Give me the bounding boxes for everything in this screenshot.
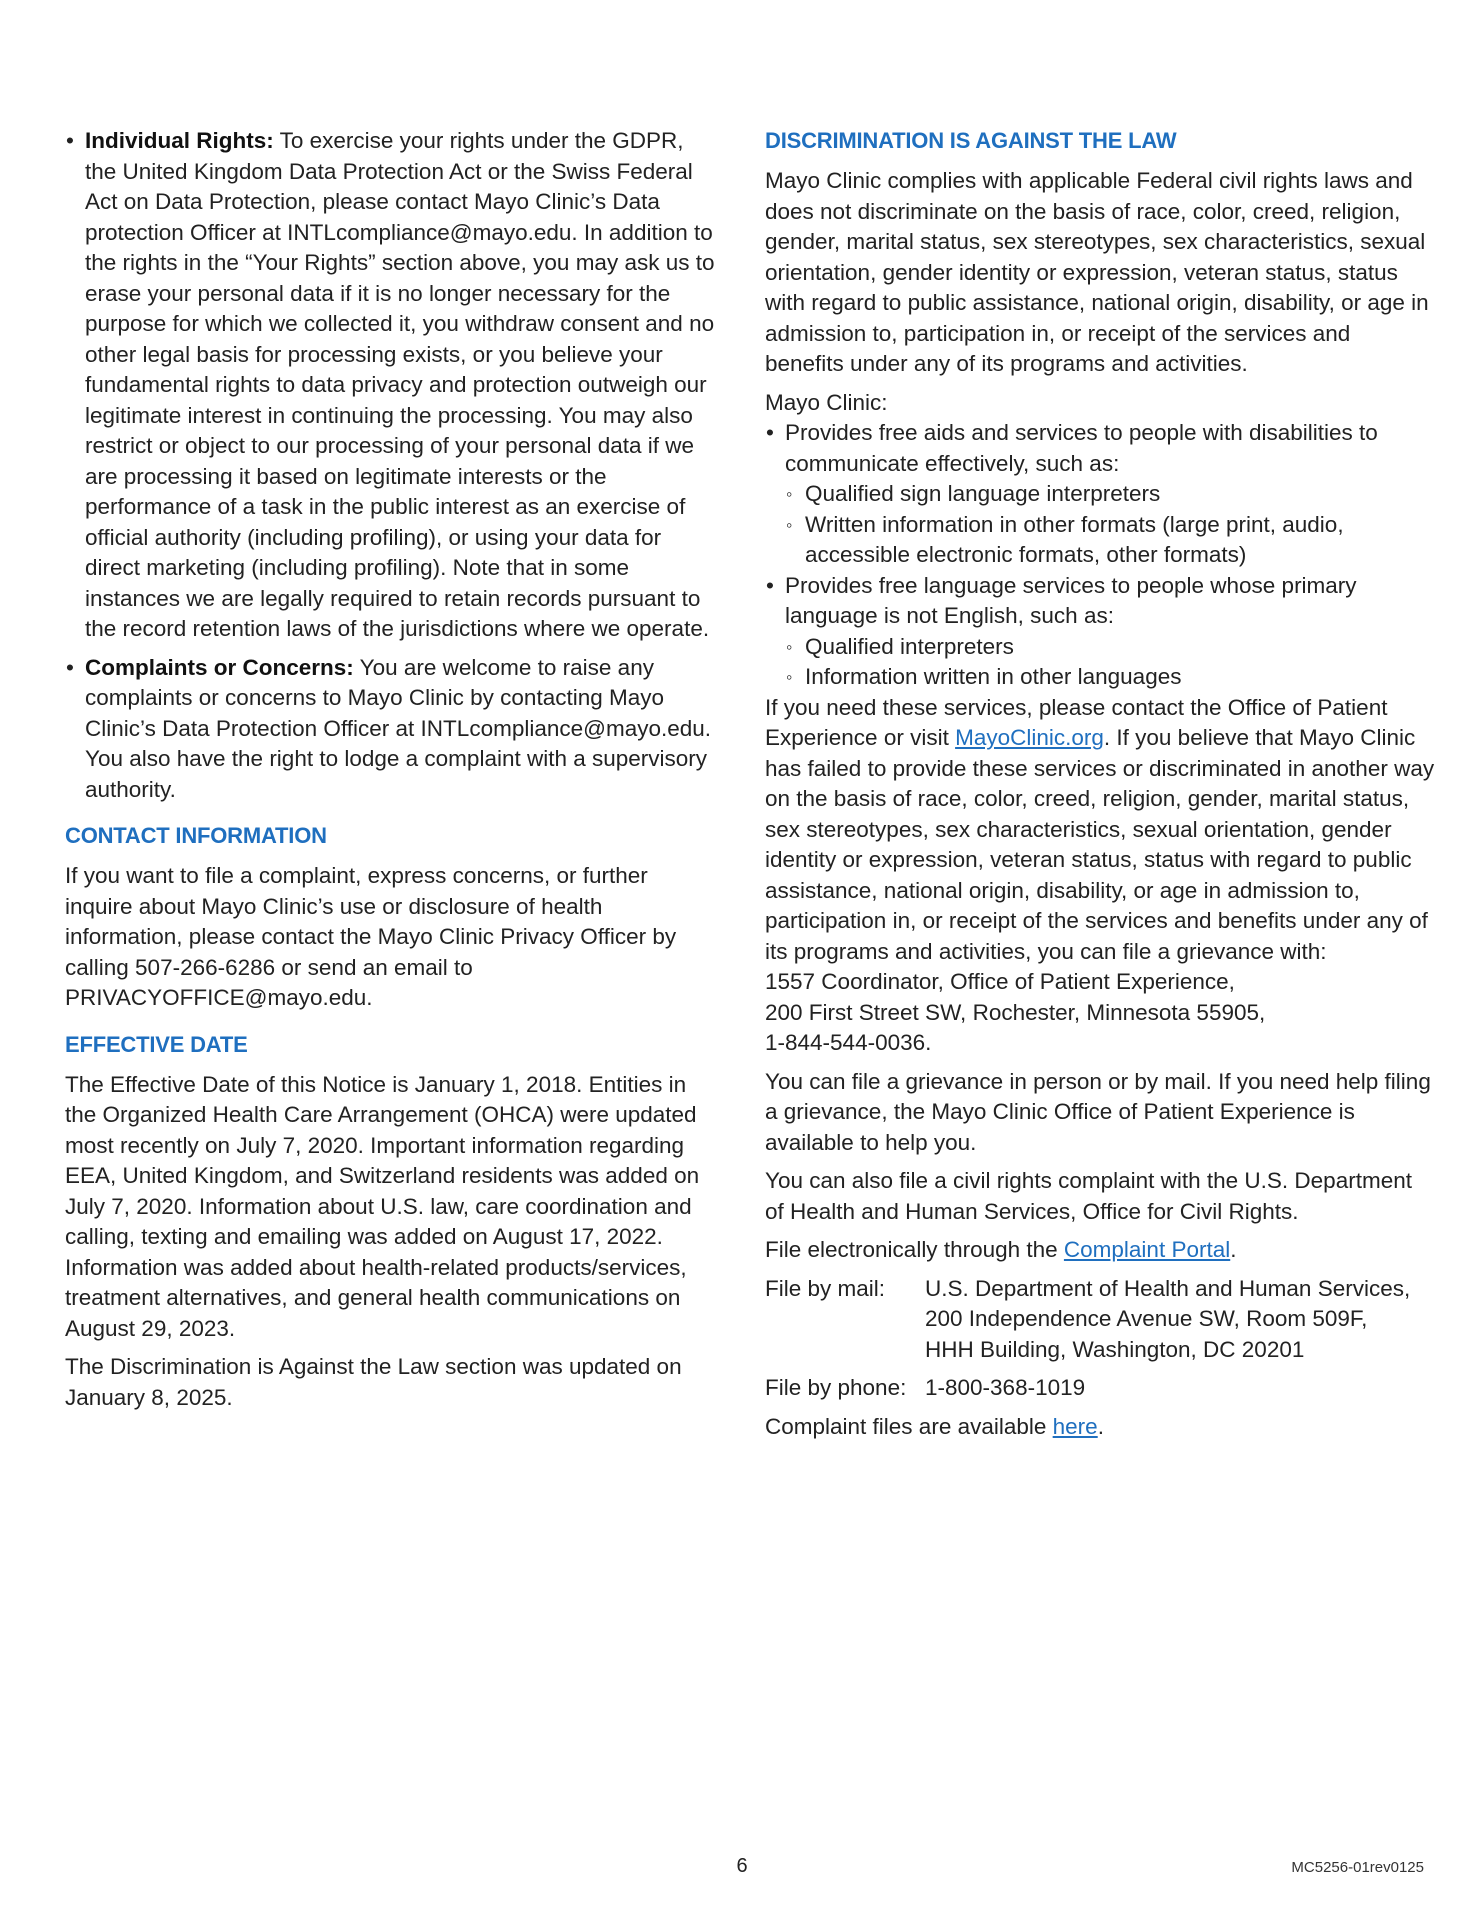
aids-sublist — [765, 479, 1435, 571]
list-item — [765, 418, 1435, 479]
mayo-clinic-label: Mayo Clinic: — [765, 389, 888, 415]
bullet-lead: Individual Rights: — [85, 128, 274, 153]
mail-line: HHH Building, Washington, DC 20201 — [925, 1336, 1305, 1362]
services-list — [765, 418, 1435, 479]
here-link[interactable]: here — [1052, 1413, 1098, 1439]
page-number: 6 — [736, 1855, 748, 1877]
bullet-text: Provides free aids and services to people with disabilities to communicate effectively, such as: — [785, 420, 1378, 476]
list-item: ◦ Information written in other languages — [765, 662, 1435, 693]
effective-date-heading: EFFECTIVE DATE — [65, 1031, 248, 1057]
contact-heading: CONTACT INFORMATION — [65, 823, 327, 848]
electronic-filing-text: File electronically through the — [765, 1237, 1064, 1262]
file-by-phone — [765, 1373, 1435, 1404]
rights-list — [65, 126, 720, 805]
list-item: ◦ Qualified interpreters — [765, 632, 1435, 663]
grievance-info-text: If you need these services, please contact the Office of Patient Experience or visit — [765, 694, 1388, 750]
discrimination-intro: Mayo Clinic complies with applicable Federal civil rights laws and does not discriminate on the basis of race, color, creed, religion, gender, marital status, sex stereotypes, sex characteristics, sexual orientation, gender identity or expression, veteran status, status with regard to public assistance, national origin, disability, or age in admission to, participation in, or receipt of the services and benefits under any of its programs and activities. — [765, 168, 1429, 376]
mail-label: File by mail: — [765, 1275, 886, 1301]
language-list — [765, 571, 1435, 632]
mail-address — [925, 1274, 1410, 1366]
address-line: 1-844-544-0036. — [765, 1030, 932, 1055]
address-line: 200 First Street SW, Rochester, Minnesota 55905, — [765, 999, 1266, 1025]
file-by-mail — [765, 1274, 1435, 1366]
bullet-text: To exercise your rights under the GDPR, the United Kingdom Data Protection Act or the Swiss Federal Act on Data Protection, please contact Mayo Clinic’s Data protection Officer at INTLcompliance@mayo.edu. In addition to the rights in the “Your Rights” section above, you may ask us to erase your personal data if it is no longer necessary for the purpose for which we collected it, you withdraw consent and no other legal basis for processing exists, or you believe your fundamental rights to data privacy and protection outweigh our legitimate interest in continuing the processing. You may also restrict or object to our processing of your personal data if we are processing it based on legitimate interests or the performance of a task in the public interest as an exercise of official authority (including profiling), or using your data for direct marketing (including profiling). Note that in some instances we are legally required to retain records pursuant to the record retention laws of the jurisdictions where we operate. — [85, 128, 715, 641]
right-column — [765, 126, 1435, 1450]
grievance-help-text: You can file a grievance in person or by mail. If you need help filing a grievance, the Mayo Clinic Office of Patient Experience is available to help you. — [765, 1068, 1431, 1155]
complaint-files — [765, 1412, 1435, 1443]
language-sublist — [765, 632, 1435, 693]
discrimination-heading: DISCRIMINATION IS AGAINST THE LAW — [765, 128, 1177, 153]
phone-label: File by phone: — [765, 1375, 907, 1400]
contact-text: If you want to file a complaint, express concerns, or further inquire about Mayo Clinic’s use or disclosure of health information, please contact the Mayo Clinic Privacy Officer by calling 507-266-6286 or send an email to PRIVACYOFFICE@mayo.edu. — [65, 863, 677, 1010]
grievance-info-text-2: . If you believe that Mayo Clinic has failed to provide these services or discriminated in another way on the basis of race, color, creed, religion, gender, marital status, sex stereotypes, sex characteristics, sexual orientation, gender identity or expression, veteran status, status with regard to public assistance, national origin, disability, or age in admission to, participation in, or receipt of the services and benefits under any of its programs and activities, you can file a grievance with: — [765, 725, 1435, 964]
list-item: ◦ Written information in other formats (large print, audio, accessible electronic formats, other formats) — [765, 510, 1435, 571]
list-item: ◦ Qualified sign language interpreters — [765, 479, 1435, 510]
mail-line: 200 Independence Avenue SW, Room 509F, — [925, 1306, 1368, 1331]
effective-date-text: The Effective Date of this Notice is January 1, 2018. Entities in the Organized Health Care Arrangement (OHCA) were updated most recently on July 7, 2020. Important information regarding EEA, United Kingdom, and Switzerland residents was added on July 7, 2020. Information about U.S. law, care coordination and calling, texting and emailing was added on August 17, 2022. Information was added about health-related products/services, treatment alternatives, and general health communications on August 29, 2023. — [65, 1071, 700, 1341]
phone-value: 1-800-368-1019 — [925, 1375, 1086, 1400]
document-code: MC5256-01rev0125 — [1291, 1859, 1424, 1876]
bullet-text: You are welcome to raise any complaints or concerns to Mayo Clinic by contacting Mayo Clinic’s Data Protection Officer at INTLcompliance@mayo.edu. You also have the right to lodge a complaint with a supervisory authority. — [85, 654, 712, 802]
civil-rights-text: You can also file a civil rights complaint with the U.S. Department of Health and Human Services, Office for Civil Rights. — [765, 1168, 1412, 1224]
left-column — [65, 126, 720, 1421]
discrimination-update-text: The Discrimination is Against the Law section was updated on January 8, 2025. — [65, 1354, 682, 1410]
address-line: 1557 Coordinator, Office of Patient Experience, — [765, 969, 1235, 994]
list-item — [765, 571, 1435, 632]
complaint-portal-link[interactable]: Complaint Portal — [1063, 1237, 1231, 1262]
complaint-files-text: Complaint files are available — [765, 1413, 1053, 1439]
electronic-filing — [765, 1235, 1435, 1266]
period: . — [1097, 1413, 1104, 1439]
grievance-info — [765, 693, 1435, 1059]
list-item — [65, 126, 720, 645]
period: . — [1230, 1237, 1237, 1262]
list-item — [65, 653, 720, 806]
mayoclinic-link[interactable]: MayoClinic.org — [955, 725, 1104, 750]
mail-line: U.S. Department of Health and Human Services, — [925, 1275, 1411, 1301]
bullet-text: Provides free language services to people whose primary language is not English, such as: — [785, 572, 1357, 628]
bullet-lead: Complaints or Concerns: — [85, 654, 354, 680]
